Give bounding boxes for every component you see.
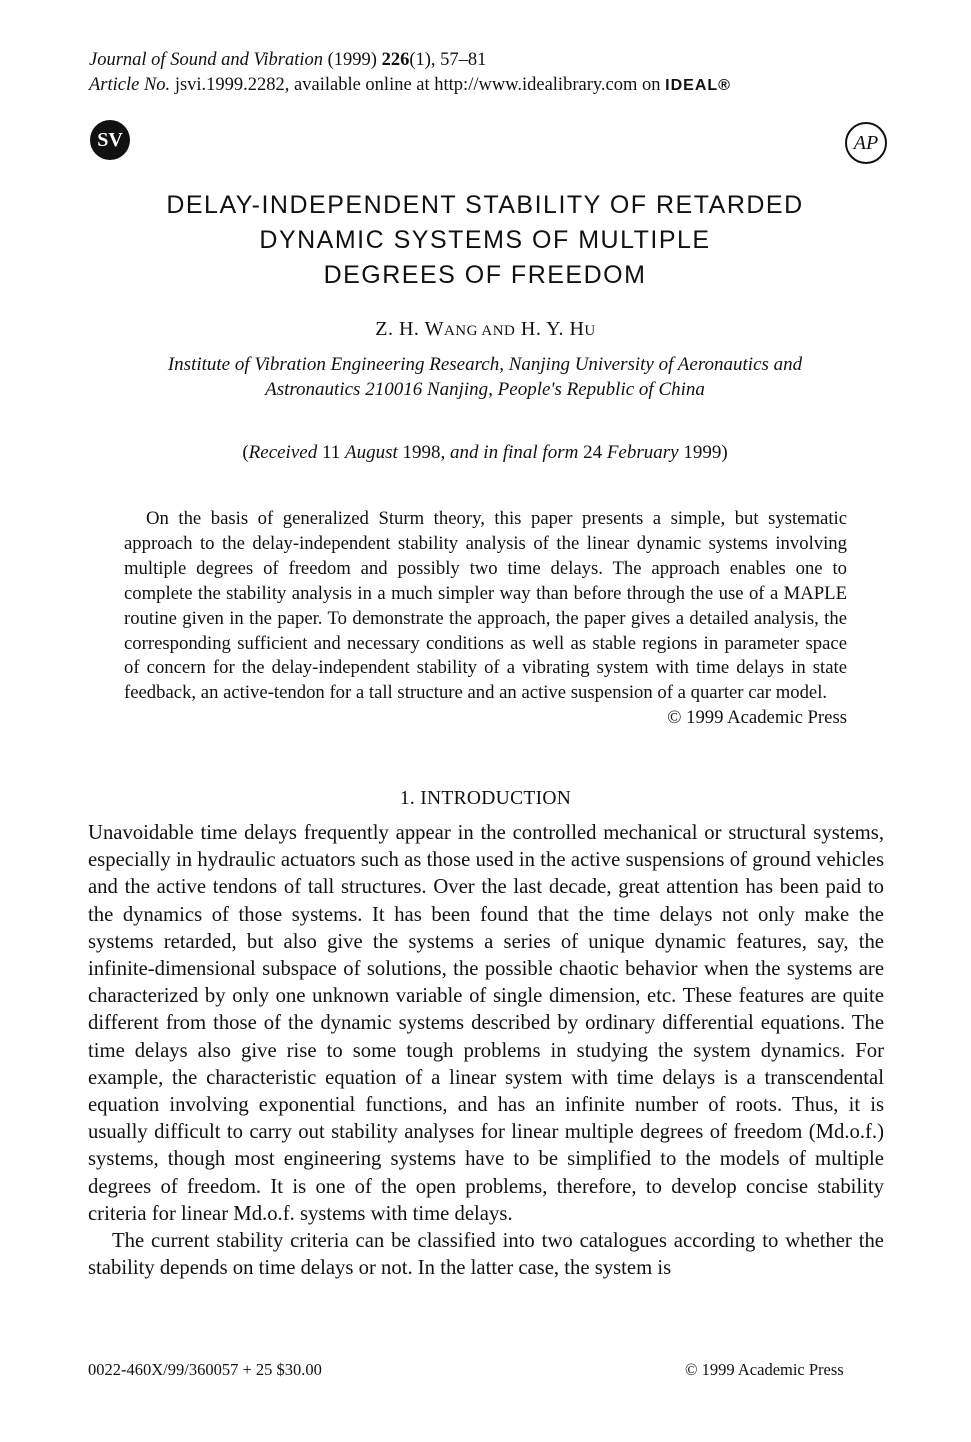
abstract-copyright: © 1999 Academic Press bbox=[667, 707, 847, 729]
sv-logo-text: SV bbox=[97, 128, 123, 151]
footer-copyright: © 1999 Academic Press bbox=[685, 1360, 844, 1379]
final-day: 24 bbox=[583, 442, 603, 463]
paragraph: The current stability criteria can be classified into two catalogues according to whether the stability depends on time delays or not. In the latter case, the system is bbox=[88, 1230, 884, 1280]
received-open: ( bbox=[242, 442, 249, 463]
title-line: DELAY-INDEPENDENT STABILITY OF RETARDED bbox=[166, 191, 804, 219]
section-heading: 1. INTRODUCTION bbox=[399, 788, 572, 809]
received-day: 11 bbox=[321, 442, 341, 463]
article-info bbox=[89, 73, 731, 98]
paper-title bbox=[80, 188, 890, 293]
journal-name: Journal of Sound and Vibration bbox=[89, 50, 323, 70]
title-line: DYNAMIC SYSTEMS OF MULTIPLE bbox=[259, 226, 711, 254]
article-label: Article No. bbox=[89, 75, 171, 95]
introduction-body bbox=[88, 820, 884, 1282]
author-1-rest: ANG AND bbox=[443, 323, 516, 339]
ap-logo-text: AP bbox=[853, 131, 879, 154]
received-month: August bbox=[345, 442, 398, 463]
final-year: 1999) bbox=[683, 442, 728, 463]
title-line: DEGREES OF FREEDOM bbox=[323, 261, 647, 289]
journal-year: (1999) bbox=[327, 50, 377, 70]
footer-code: 0022-460X/99/360057 + 25 $30.00 bbox=[88, 1360, 322, 1379]
paragraph: Unavoidable time delays frequently appear in the controlled mechanical or structural systems, especially in hydraulic actuators such as those used in the active suspensions of ground vehicles and the active tendons of tall structures. Over the last decade, great attention has been paid to the dynamics of those systems. It has been found that the time delays not only make the systems retarded, but also give the systems a series of unique dynamic features, say, the infinite-dimensional subspace of solutions, the possible chaotic behavior when the systems are characterized by only one unknown variable of single dimension, etc. These features are quite different from those of the dynamic systems described by ordinary differential equations. The time delays also give rise to some tough problems in studying the system dynamics. For example, the characteristic equation of a linear system with time delays is a transcendental equation involving exponential functions, and has an infinite number of roots. Thus, it is usually difficult to carry out stability analyses for linear multiple degrees of freedom (Md.o.f.) systems, though most engineering systems have to be simplified to the models of multiple degrees of freedom. It is one of the open problems, therefore, to develop concise stability criteria for linear Md.o.f. systems with time delays. bbox=[88, 822, 884, 1225]
ap-logo-icon bbox=[845, 122, 887, 164]
final-form-label: and in final form bbox=[450, 442, 579, 463]
author-1-initials: Z. H. W bbox=[375, 318, 444, 340]
received-year: 1998, bbox=[402, 442, 446, 463]
received-dates bbox=[80, 442, 890, 464]
authors bbox=[0, 318, 971, 341]
abstract-text: On the basis of generalized Sturm theory, this paper presents a simple, but systematic approach to the delay-independent stability analysis of the linear dynamic systems involving multiple degrees of freedom and possibly two time delays. The approach enables one to complete the stability analysis in a much simpler way than before through the use of a MAPLE routine given in the paper. To demonstrate the approach, the paper gives a detailed analysis, the corresponding sufficient and necessary conditions as well as stable regions in parameter space of concern for the delay-independent stability of a vibrating system with time delays in state feedback, an active-tendon for a tall structure and an active suspension of a quarter car model. bbox=[124, 508, 847, 704]
received-label: Received bbox=[248, 442, 318, 463]
affiliation-line-2: Astronautics 210016 Nanjing, People's Republic of China bbox=[265, 379, 705, 400]
article-text: jsvi.1999.2282, available online at http://www.idealibrary.com on bbox=[174, 75, 661, 95]
abstract bbox=[124, 507, 847, 731]
affiliation-line-1: Institute of Vibration Engineering Research, Nanjing University of Aeronautics and bbox=[167, 354, 803, 375]
sv-logo-icon bbox=[90, 120, 130, 160]
journal-volume: 226 bbox=[381, 50, 410, 70]
journal-citation bbox=[89, 48, 486, 72]
author-2-rest: U bbox=[584, 323, 596, 339]
affiliation bbox=[80, 352, 890, 402]
author-2-initials: H. Y. H bbox=[520, 318, 585, 340]
journal-issue-pages: (1), 57–81 bbox=[409, 50, 487, 70]
final-month: February bbox=[606, 442, 679, 463]
ideal-logo: IDEAL® bbox=[665, 77, 731, 94]
